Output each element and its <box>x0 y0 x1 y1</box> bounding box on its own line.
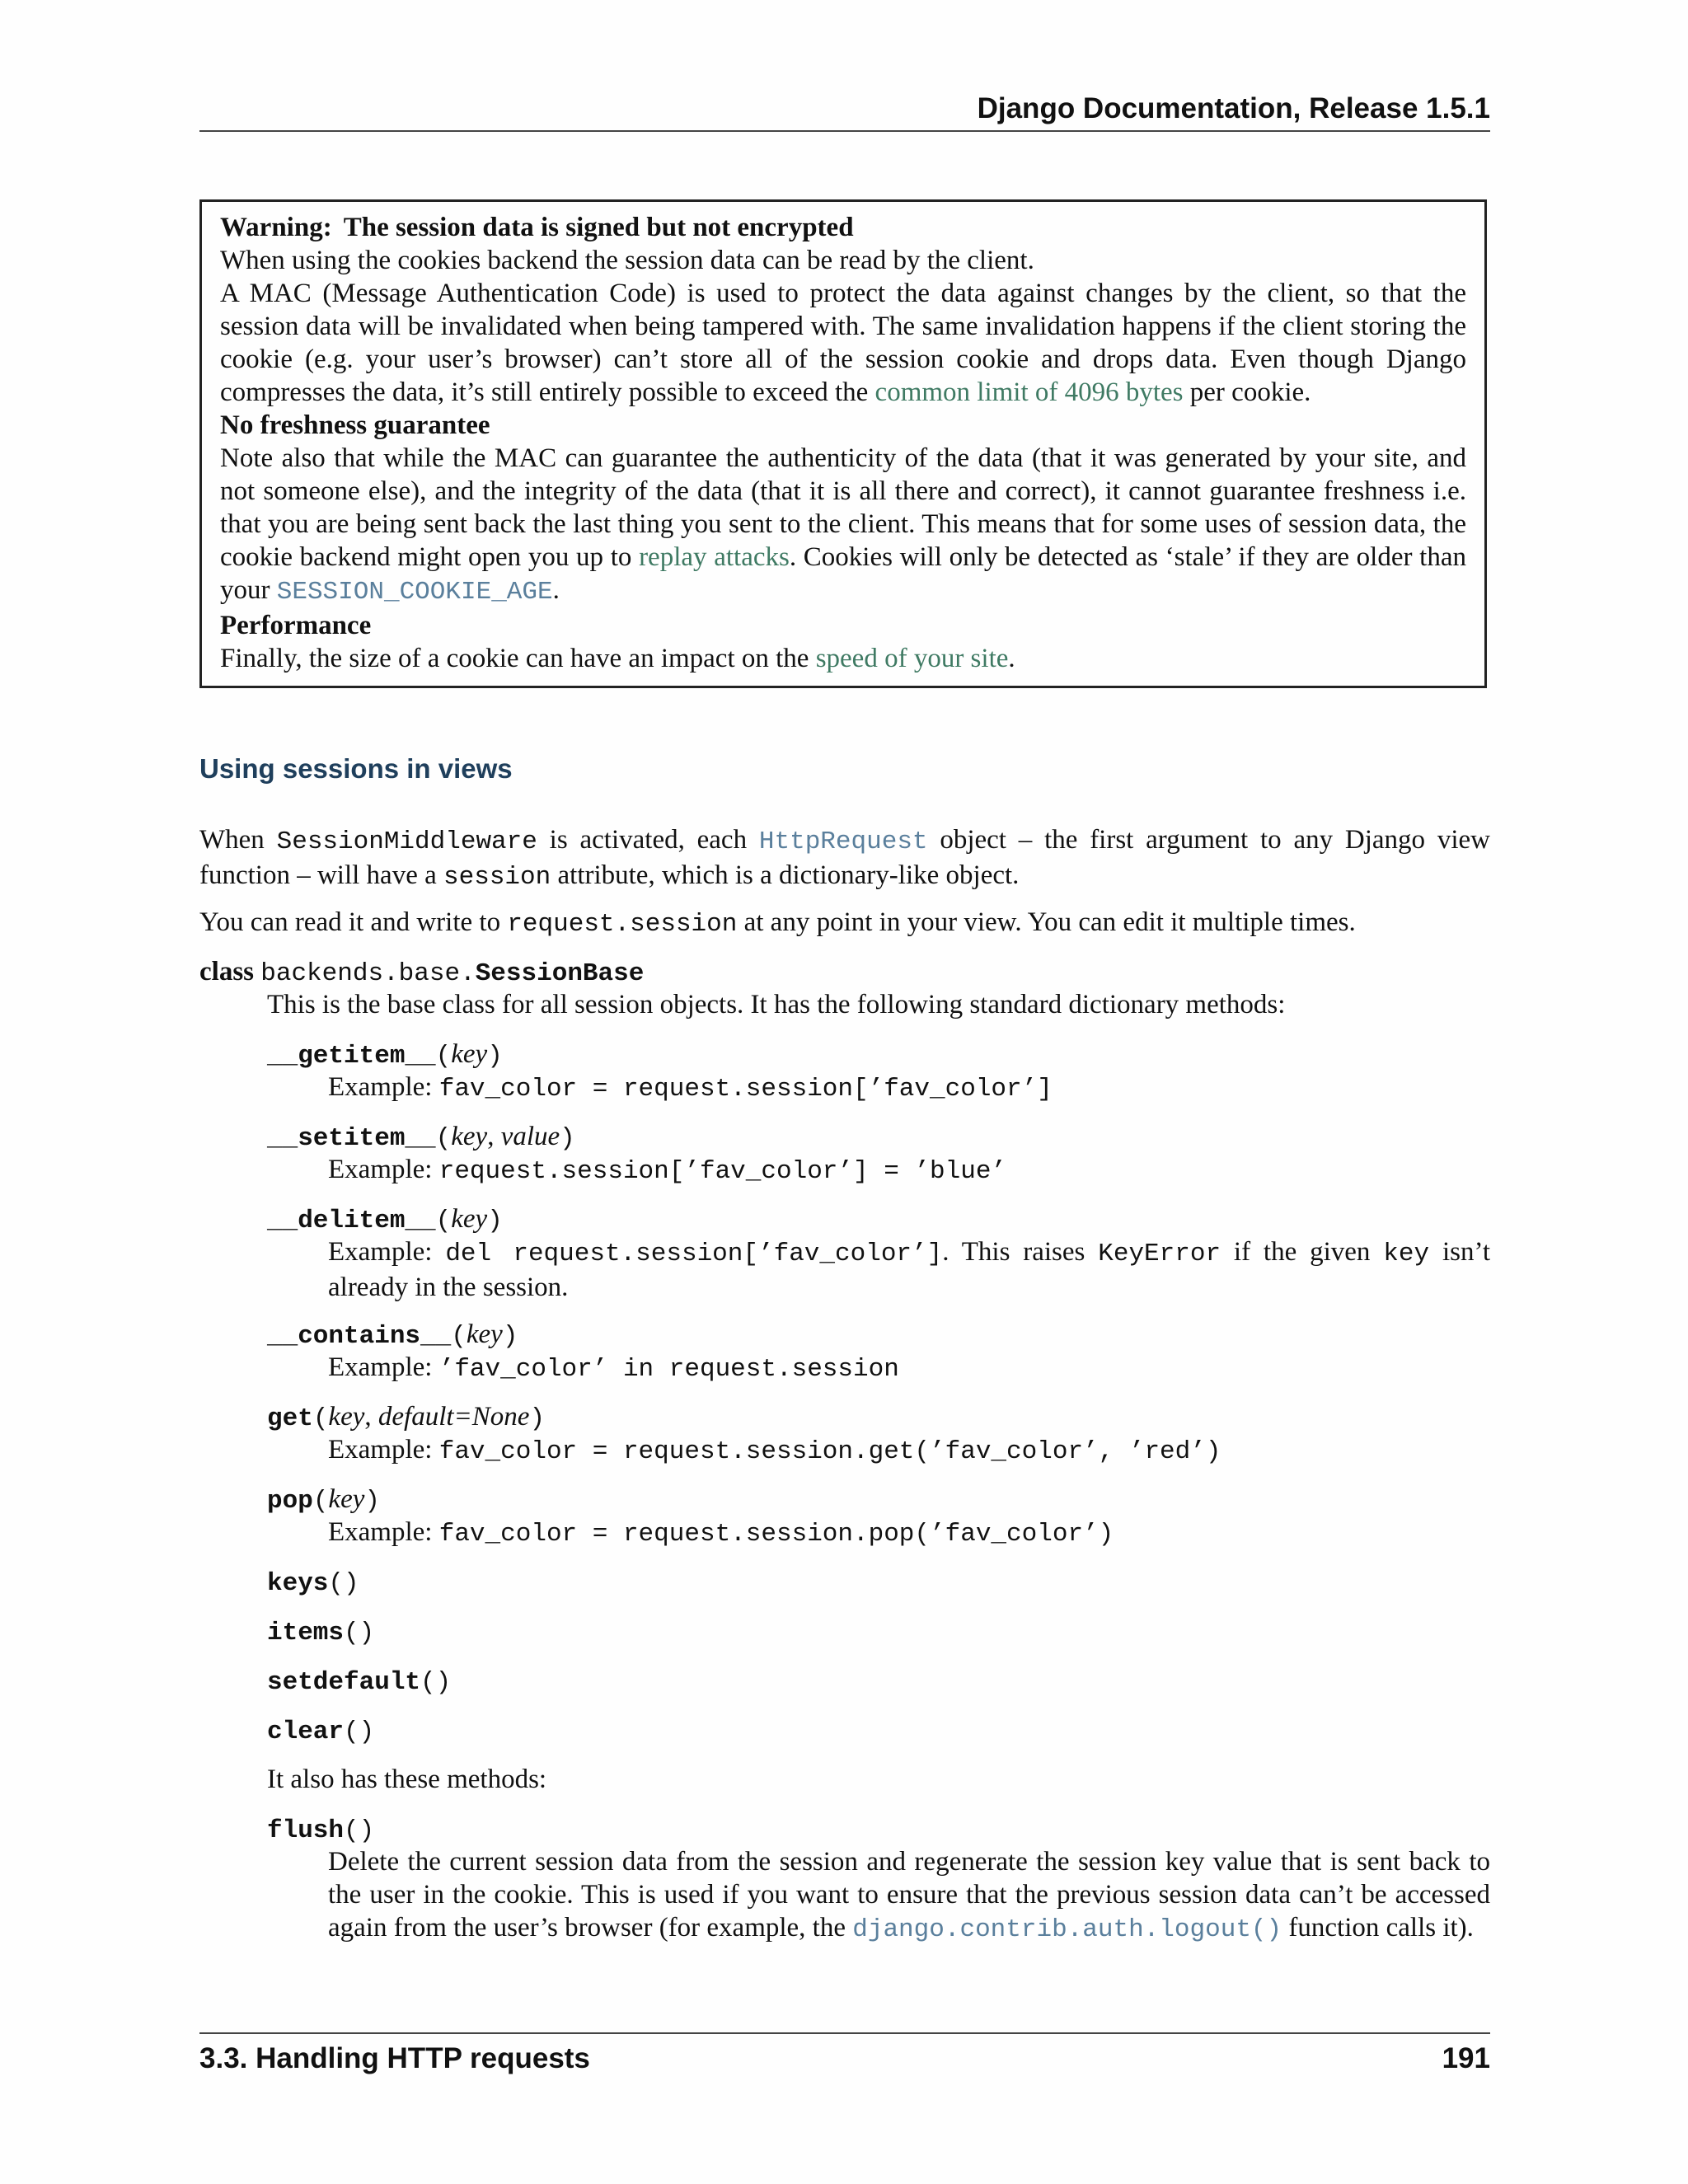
ref-session-cookie-age[interactable]: SESSION_COOKIE_AGE <box>276 578 553 607</box>
method-flush-description: Delete the current session data from the session and regenerate the session key value that is sent back to the user in the cookie. This is used if you want to ensure that the previous session data can’t be accessed again from the user’s browser (for example, the django.contrib.auth.logout() function calls it). <box>328 1847 1490 1944</box>
warning-title <box>220 211 1466 244</box>
warning-subheading: No freshness guarantee <box>220 410 490 440</box>
link-cookie-limit[interactable]: common limit of 4096 bytes <box>874 377 1184 407</box>
method-getitem-example: Example: fav_color = request.session[’fav_color’] <box>328 1072 1053 1104</box>
method-getitem-signature: __getitem__(key) <box>267 1039 503 1071</box>
warning-heading: The session data is signed but not encrypted <box>343 213 854 242</box>
method-delitem-signature: __delitem__(key) <box>267 1204 503 1235</box>
warning-paragraph: When using the cookies backend the session data can be read by the client. <box>220 246 1034 275</box>
link-site-speed[interactable]: speed of your site <box>815 644 1009 673</box>
method-keys-signature: keys() <box>267 1569 359 1598</box>
page-footer <box>199 2042 1490 2075</box>
warning-label: Warning: <box>220 213 332 242</box>
method-setdefault-signature: setdefault() <box>267 1668 452 1697</box>
also-methods-text: It also has these methods: <box>267 1765 547 1794</box>
footer-rule <box>199 2032 1490 2034</box>
warning-subheading: Performance <box>220 611 372 640</box>
class-signature: class backends.base.SessionBase <box>199 957 645 988</box>
section-paragraph: When SessionMiddleware is activated, each HttpRequest object – the first argument to any Django view function – will have a session attribute, which is a dictionary-like object. <box>199 825 1491 892</box>
section-paragraph: You can read it and write to request.session at any point in your view. You can edit it multiple times. <box>199 907 1356 939</box>
method-pop-example: Example: fav_color = request.session.pop(’fav_color’) <box>328 1517 1114 1549</box>
class-description: This is the base class for all session objects. It has the following standard dictionary methods: <box>267 990 1286 1019</box>
method-contains-signature: __contains__(key) <box>267 1319 518 1351</box>
method-contains-example: Example: ’fav_color’ in request.session <box>328 1352 899 1384</box>
method-delitem-example: Example: del request.session[’fav_color’]. This raises KeyError if the given key isn’t already in the session. <box>328 1237 1491 1302</box>
method-pop-signature: pop(key) <box>267 1484 380 1516</box>
method-setitem-signature: __setitem__(key, value) <box>267 1122 575 1153</box>
ref-logout[interactable]: django.contrib.auth.logout() <box>852 1915 1282 1944</box>
method-get-example: Example: fav_color = request.session.get(’fav_color’, ’red’) <box>328 1435 1221 1466</box>
method-clear-signature: clear() <box>267 1718 375 1746</box>
page-header: Django Documentation, Release 1.5.1 <box>977 92 1490 124</box>
method-flush-signature: flush() <box>267 1816 375 1845</box>
method-setitem-example: Example: request.session[’fav_color’] = ’blue’ <box>328 1155 1007 1186</box>
warning-paragraph: Finally, the size of a cookie can have an impact on the speed of your site. <box>220 644 1015 673</box>
warning-box <box>199 199 1487 688</box>
warning-paragraph: Note also that while the MAC can guarantee the authenticity of the data (that it was generated by your site, and not someone else), and the integrity of the data (that it is all there and correct), it cannot guarantee freshness i.e. that you are being sent back the last thing you sent to the client. This means that for some uses of session data, the cookie backend might open you up to replay attacks. Cookies will only be detected as ‘stale’ if they are older than your SESSION_COOKIE_AGE. <box>220 443 1466 607</box>
section-title: Using sessions in views <box>199 753 513 784</box>
header-rule <box>199 130 1490 132</box>
link-replay-attacks[interactable]: replay attacks <box>639 542 790 572</box>
warning-paragraph: A MAC (Message Authentication Code) is used to protect the data against changes by the client, so that the session data will be invalidated when being tampered with. The same invalidation happens if the client storing the cookie (e.g. your user’s browser) can’t store all of the session cookie and drops data. Even though Django compresses the data, it’s still entirely possible to exceed the common limit of 4096 bytes per cookie. <box>220 279 1466 407</box>
page-number: 191 <box>1442 2042 1490 2074</box>
method-get-signature: get(key, default=None) <box>267 1402 546 1433</box>
method-items-signature: items() <box>267 1619 375 1647</box>
ref-httprequest[interactable]: HttpRequest <box>758 827 928 856</box>
footer-section: 3.3. Handling HTTP requests <box>199 2042 590 2074</box>
